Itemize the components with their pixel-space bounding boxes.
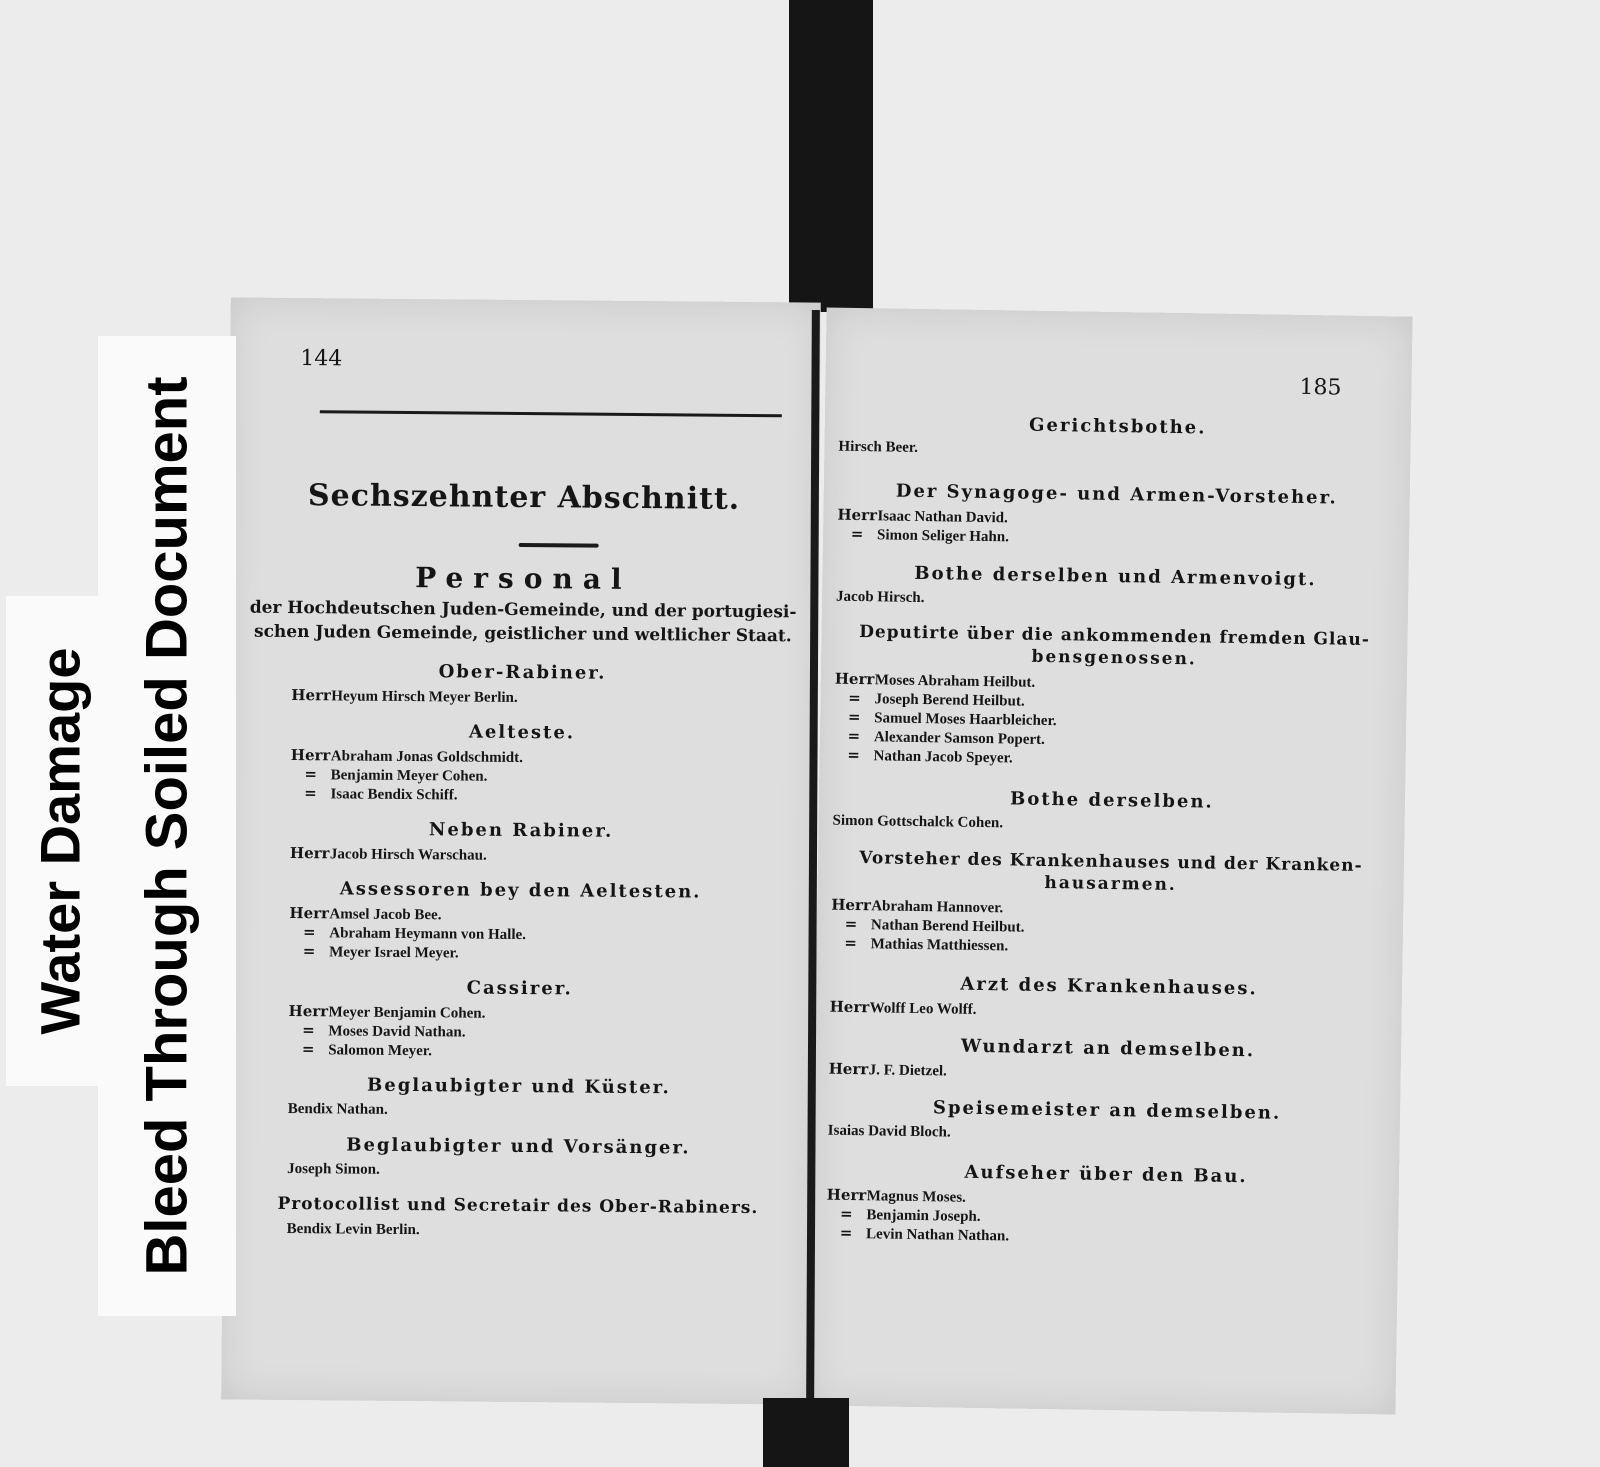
entry-name: Salomon Meyer. [328, 1042, 432, 1060]
group-title: Speisemeister an demselben. [932, 1097, 1282, 1124]
bleed-through-label [98, 336, 236, 1316]
entry-prefix: = [844, 914, 858, 934]
entry-prefix: = [302, 923, 316, 942]
entry-prefix: Herr [828, 1059, 869, 1079]
entry-name: Simon Seliger Hahn. [876, 527, 1010, 546]
entry-name: Mathias Matthiessen. [870, 936, 1009, 955]
group-title-continued: bensgenossen. [1031, 646, 1197, 670]
personal-heading: Personal [415, 561, 632, 596]
right-page [809, 307, 1412, 1414]
entry-name: Nathan Berend Heilbut. [870, 917, 1025, 936]
entry-prefix: = [304, 784, 317, 803]
entry-prefix: = [844, 933, 858, 953]
entry-prefix: Herr [826, 1185, 867, 1205]
group-title: Cassirer. [466, 977, 573, 1000]
entry-prefix: = [848, 688, 861, 708]
entry-name: Joseph Berend Heilbut. [874, 691, 1025, 710]
entry-name: Heyum Hirsch Meyer Berlin. [331, 688, 518, 706]
group-title: Assessoren bey den Aeltesten. [339, 878, 702, 903]
entry-name: Jacob Hirsch Warschau. [329, 846, 487, 864]
group-title: Wundarzt an demselben. [960, 1035, 1256, 1062]
entry-prefix: = [847, 745, 861, 765]
entry-prefix: Herr [831, 895, 871, 915]
list-item [836, 588, 1408, 616]
section-title: Sechszehnter Abschnitt. [307, 478, 741, 517]
entry-prefix: Herr [291, 685, 331, 705]
entry-prefix: = [302, 1021, 315, 1040]
list-item [290, 784, 816, 809]
group-title: Protocollist und Secretair des Ober-Rabiners. [277, 1193, 759, 1219]
list-item [291, 686, 817, 711]
entry-name: Samuel Moses Haarbleicher. [874, 710, 1057, 730]
entry-name: Abraham Jonas Goldschmidt. [330, 748, 524, 767]
group-title: Vorsteher des Krankenhauses und der Kranken- [859, 848, 1363, 876]
list-item [838, 438, 1410, 466]
group-title-continued: hausarmen. [1044, 872, 1177, 896]
entry-prefix: Herr [834, 669, 875, 689]
list-item [288, 1100, 814, 1124]
entry-name: Hirsch Beer. [838, 438, 919, 456]
left-page-number: 144 [300, 346, 343, 372]
entry-name: Meyer Benjamin Cohen. [328, 1004, 486, 1022]
entry-name: Nathan Jacob Speyer. [873, 748, 1013, 767]
right-page-number: 185 [1299, 374, 1342, 401]
subheading-line-1: der Hochdeutschen Juden-Gemeinde, und der portugiesi- [249, 597, 797, 623]
entry-prefix: Herr [289, 843, 330, 863]
group-title: Deputirte über die ankommenden fremden Glau- [859, 622, 1371, 651]
entry-name: Moses David Nathan. [328, 1023, 466, 1041]
entry-name: Simon Gottschalck Cohen. [832, 812, 1004, 832]
entry-prefix: Herr [290, 745, 331, 765]
entry-name: Isaac Bendix Schiff. [330, 786, 458, 804]
entry-name: Isaac Nathan David. [877, 508, 1008, 527]
group-title: Arzt des Krankenhauses. [960, 973, 1258, 1000]
group-title: Beglaubigter und Küster. [366, 1074, 671, 1099]
group-title: Beglaubigter und Vorsänger. [346, 1134, 691, 1159]
list-item [829, 1060, 1401, 1089]
subheading-line-2: schen Juden Gemeinde, geistlicher und weltlicher Staat. [253, 621, 792, 647]
group-title: Aelteste. [468, 721, 576, 744]
group-title: Gerichtsbothe. [1028, 414, 1207, 439]
entry-name: Magnus Moses. [866, 1188, 966, 1206]
entry-prefix: = [304, 765, 318, 784]
list-item [287, 1220, 813, 1244]
group-title: Ober-Rabiner. [438, 661, 607, 684]
entry-prefix: = [302, 942, 316, 961]
entry-name: Isaias David Bloch. [827, 1122, 951, 1141]
entry-name: Benjamin Meyer Cohen. [330, 767, 488, 785]
entry-prefix: Herr [289, 903, 330, 923]
list-item [289, 942, 815, 967]
entry-prefix: = [839, 1223, 853, 1242]
list-item [830, 998, 1402, 1027]
left-page [221, 297, 821, 1404]
entry-prefix: = [850, 524, 864, 544]
list-item [287, 1160, 813, 1184]
entry-name: Bendix Levin Berlin. [286, 1220, 420, 1239]
entry-name: Meyer Israel Meyer. [329, 944, 459, 962]
entry-name: Abraham Hannover. [871, 898, 1004, 917]
title-rule [519, 543, 599, 548]
group-title: Bothe derselben. [1009, 788, 1214, 813]
group-title: Der Synagoge- und Armen-Vorsteher. [895, 480, 1338, 509]
entry-prefix: Herr [288, 1001, 329, 1021]
group-title: Neben Rabiner. [428, 819, 614, 842]
water-damage-text: Water Damage [28, 647, 92, 1035]
entry-name: Levin Nathan Nathan. [865, 1226, 1010, 1245]
bleed-through-text: Bleed Through Soiled Document [134, 376, 200, 1276]
book-spine-bottom [763, 1398, 849, 1467]
entry-name: Abraham Heymann von Halle. [329, 925, 527, 944]
entry-name: Wolff Leo Wolff. [869, 1000, 977, 1018]
entry-name: Bendix Nathan. [287, 1100, 388, 1118]
list-item [288, 1040, 814, 1065]
entry-name: J. F. Dietzel. [868, 1062, 947, 1080]
book-spine-top [789, 0, 873, 312]
list-item [828, 1122, 1400, 1150]
entry-name: Joseph Simon. [287, 1160, 380, 1178]
list-item [290, 844, 816, 869]
entry-name: Jacob Hirsch. [835, 588, 925, 607]
entry-name: Moses Abraham Heilbut. [874, 672, 1036, 691]
entry-prefix: Herr [837, 505, 878, 525]
entry-prefix: Herr [829, 997, 870, 1017]
entry-prefix: = [839, 1204, 853, 1223]
header-rule [320, 410, 782, 417]
entry-prefix: = [301, 1040, 315, 1059]
entry-prefix: = [847, 726, 861, 746]
group-title: Aufseher über den Bau. [964, 1161, 1248, 1188]
entry-prefix: = [847, 707, 861, 727]
entry-name: Alexander Samson Popert. [873, 729, 1046, 748]
entry-name: Amsel Jacob Bee. [329, 906, 442, 924]
list-item [832, 812, 1404, 840]
entry-name: Benjamin Joseph. [866, 1207, 981, 1225]
group-title: Bothe derselben und Armenvoigt. [914, 562, 1317, 591]
